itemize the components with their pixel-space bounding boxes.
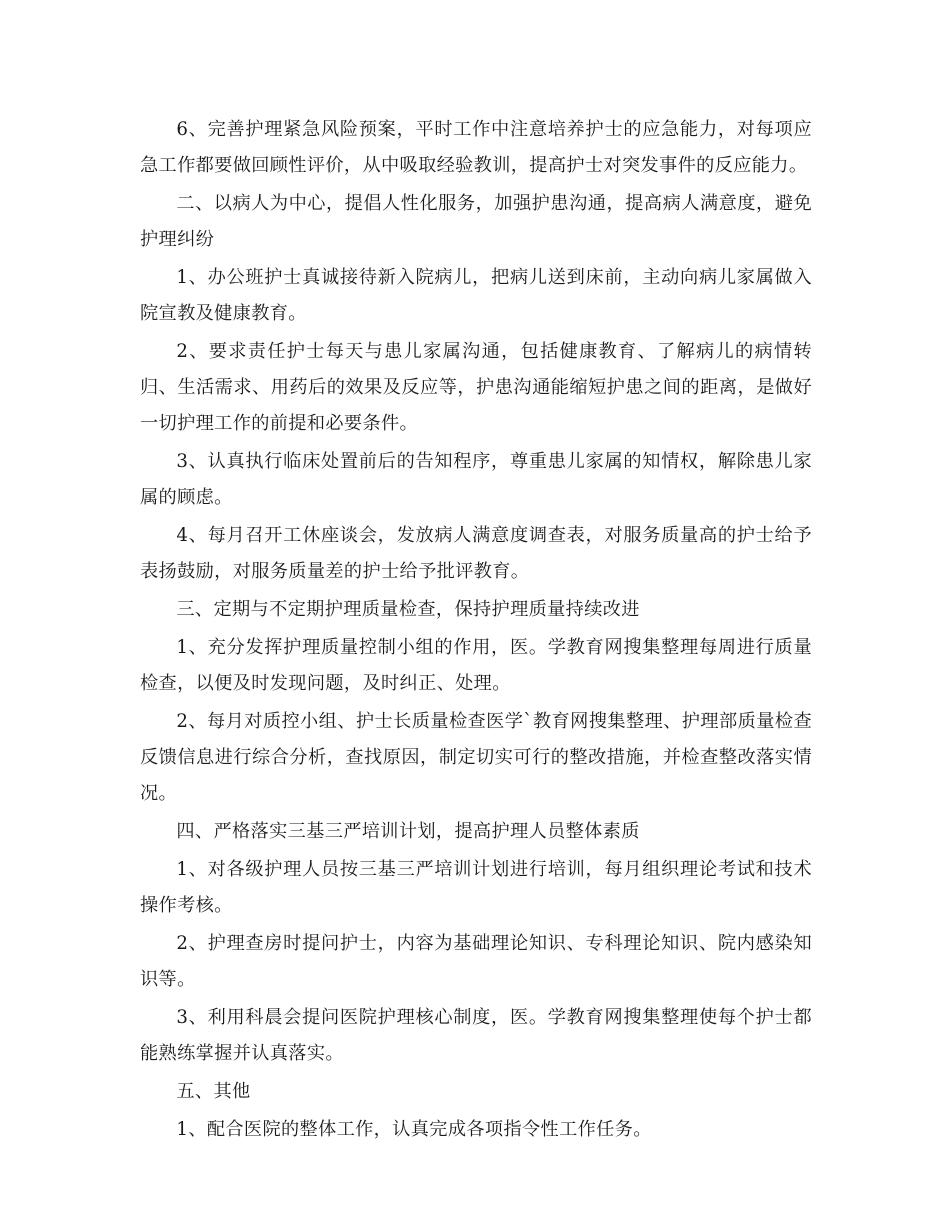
paragraph-item-1: 1、对各级护理人员按三基三严培训计划进行培训，每月组织理论考试和技术操作考核。 [140, 859, 812, 917]
section-heading-2: 二、以病人为中心，提倡人性化服务，加强护患沟通，提高病人满意度，避免护理纠纷 [140, 193, 812, 251]
section-heading-3: 三、定期与不定期护理质量检查，保持护理质量持续改进 [176, 599, 640, 621]
paragraph-item-6: 6、完善护理紧急风险预案，平时工作中注意培养护士的应急能力，对每项应急工作都要做回顾性评价，从中吸取经验教训，提高护士对突发事件的反应能力。 [140, 119, 812, 177]
section-heading-4: 四、严格落实三基三严培训计划，提高护理人员整体素质 [176, 821, 640, 843]
paragraph-item-2: 2、要求责任护士每天与患儿家属沟通，包括健康教育、了解病儿的病情转归、生活需求、用药后的效果及反应等，护患沟通能缩短护患之间的距离，是做好一切护理工作的前提和必要条件。 [140, 341, 812, 435]
paragraph-item-2: 2、每月对质控小组、护士长质量检查医学`教育网搜集整理、护理部质量检查反馈信息进行综合分析，查找原因，制定切实可行的整改措施，并检查整改落实情况。 [140, 711, 812, 805]
document-body [140, 112, 812, 1150]
paragraph-item-2: 2、护理查房时提问护士，内容为基础理论知识、专科理论知识、院内感染知识等。 [140, 933, 812, 991]
paragraph-item-1: 1、办公班护士真诚接待新入院病儿，把病儿送到床前，主动向病儿家属做入院宣教及健康教育。 [140, 267, 812, 325]
paragraph-item-1: 1、配合医院的整体工作，认真完成各项指令性工作任务。 [176, 1118, 652, 1140]
paragraph-item-3: 3、认真执行临床处置前后的告知程序，尊重患儿家属的知情权，解除患儿家属的顾虑。 [140, 451, 812, 509]
section-heading-5: 五、其他 [176, 1081, 251, 1102]
paragraph-item-3: 3、利用科晨会提问医院护理核心制度，医。学教育网搜集整理使每个护士都能熟练掌握并认真落实。 [140, 1007, 812, 1065]
paragraph-item-4: 4、每月召开工休座谈会，发放病人满意度调查表，对服务质量高的护士给予表扬鼓励，对服务质量差的护士给予批评教育。 [140, 525, 812, 583]
paragraph-item-1: 1、充分发挥护理质量控制小组的作用，医。学教育网搜集整理每周进行质量检查，以便及时发现问题，及时纠正、处理。 [140, 637, 812, 695]
